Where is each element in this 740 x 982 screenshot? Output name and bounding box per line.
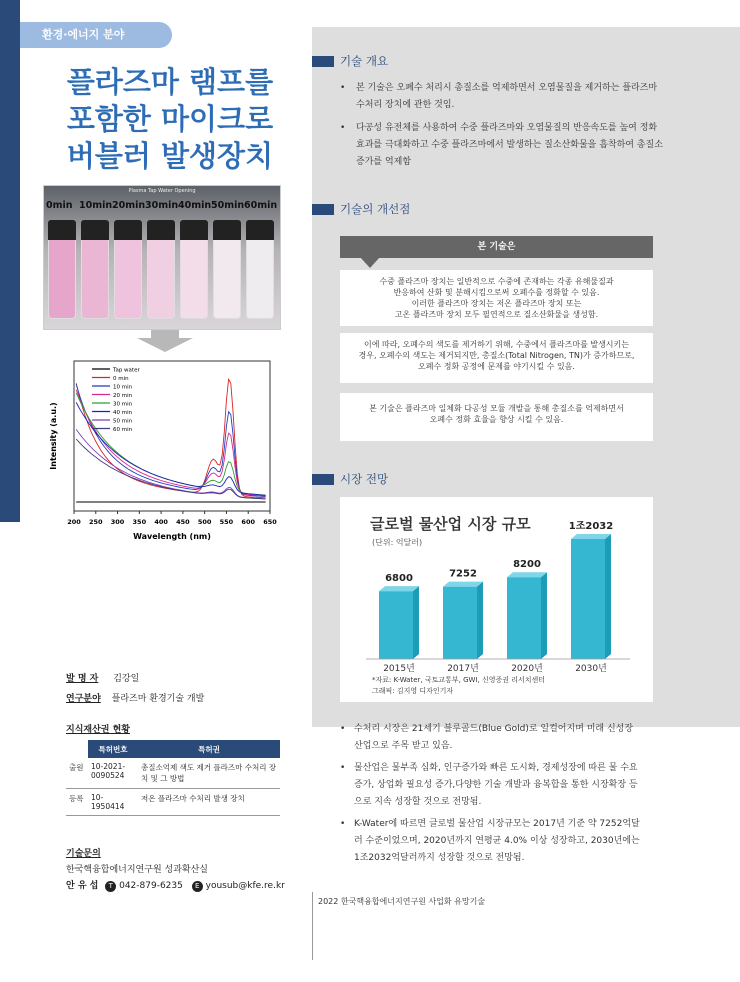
bar-top: [507, 572, 547, 577]
row-number: 10-2021-0090524: [88, 758, 138, 789]
overview-list: [340, 80, 665, 171]
bar-value-label: 8200: [513, 559, 541, 571]
vial: [213, 220, 241, 320]
improvement-box-2: 이에 따라, 오폐수의 색도를 제거하기 위해, 수중에서 플라즈마를 발생시키는 경우, 오폐수의 색도는 제거되지만, 총질소(Total Nitrogen, TN)가 증가하므로, 오폐수 정화 공정에 문제를 야기시킬 수 있음.: [340, 333, 653, 383]
improvement-heading: 기술의 개선점: [312, 201, 410, 217]
legend-label: 40 min: [113, 410, 133, 416]
contact-label: 기술문의: [66, 849, 101, 859]
inventor-row: [66, 671, 139, 684]
category-tag: 환경·에너지 분야: [20, 22, 172, 48]
legend-label: 10 min: [113, 384, 133, 391]
list-item: • 수처리 시장은 21세기 블루골드(Blue Gold)로 일컬어지며 미래 신성장 산업으로 주목 받고 있음.: [340, 724, 634, 751]
legend-label: 0 min: [113, 376, 129, 382]
overview-heading: 기술 개요: [312, 53, 388, 69]
row-status: 등록: [66, 789, 88, 816]
x-tick-label: 250: [88, 518, 103, 526]
x-tick-label: 400: [154, 518, 168, 526]
bar-value-label: 7252: [449, 568, 477, 580]
vial-time-label: 60min: [244, 200, 278, 211]
improvement-bar: 본 기술은: [340, 236, 653, 258]
row-status: 출원: [66, 758, 88, 789]
chart-subtitle: (단위: 억달러): [372, 538, 423, 547]
pointer-icon: [360, 257, 380, 269]
bar-top: [443, 582, 483, 587]
improvement-box-1: 수중 플라즈마 장치는 일반적으로 수중에 존재하는 각종 유해물질과 반응하여 산화 및 분해시킴으로써 오폐수를 정화할 수 있음. 이러한 플라즈마 장치는 저온 플라즈마 장치 또는 고온 플라즈마 장치 모두 필연적으로 질소산화물을 생성함.: [340, 270, 653, 326]
contact-person: 안 유 섭: [66, 881, 99, 891]
category-label: 2015년: [383, 664, 415, 674]
field-row: [66, 691, 204, 704]
bar-value-label: 6800: [385, 573, 413, 585]
list-item: • K-Water에 따르면 글로벌 물산업 시장규모는 2017년 기준 약 7252억달러 수준이었으며, 2020년까지 연평균 4.0% 이상 성장하고, 2030년에는 1조2032억달러까지 성장할 것으로 전망됨.: [340, 819, 640, 863]
x-tick-label: 500: [197, 518, 212, 526]
bar-top: [571, 534, 611, 539]
bar-value-label: 1조2032: [568, 521, 614, 532]
left-accent-bar: [0, 0, 20, 522]
list-item: • 다공성 유전체를 사용하여 수중 플라즈마와 오염물질의 반응속도를 높여 정화 효과를 극대화하고 수중 플라즈마에서 발생하는 질소산화물을 흡착하여 총질소 증가를 억제함: [340, 123, 663, 167]
vial: [114, 220, 142, 320]
contact-line: [66, 878, 285, 892]
col-header-number: 특허번호: [88, 740, 138, 758]
legend-label: 20 min: [113, 393, 133, 399]
inventor-name: 김강일: [113, 674, 140, 684]
bar-side: [541, 572, 547, 659]
spectrum-chart: [44, 355, 280, 550]
bar: [571, 539, 605, 659]
legend-label: Tap water: [113, 367, 140, 374]
x-tick-label: 350: [132, 518, 147, 526]
table-row: [66, 758, 280, 789]
improvement-box-3: 본 기술은 플라즈마 일체화 다공성 모듈 개발을 통해 총질소를 억제하면서 오폐수 정화 효율을 향상 시킬 수 있음.: [340, 393, 653, 441]
category-label: 2020년: [511, 664, 543, 674]
row-title: 저온 플라즈마 수처리 발생 장치: [138, 789, 280, 816]
category-label: 2017년: [447, 664, 479, 674]
market-list: [340, 721, 640, 867]
vial: [147, 220, 175, 320]
title-line-1: 플라즈마 램프를: [66, 65, 274, 99]
email-icon: E: [192, 881, 203, 892]
bar-top: [379, 586, 419, 591]
row-number: 10-1950414: [88, 789, 138, 816]
footer-divider: [312, 892, 313, 960]
vial: [81, 220, 109, 320]
table-row: [66, 789, 280, 816]
vial-time-label: 30min: [145, 200, 179, 211]
category-label: 2030년: [575, 664, 607, 674]
x-tick-label: 300: [110, 518, 125, 526]
phone-icon: T: [105, 881, 116, 892]
footer-text: 2022 한국핵융합에너지연구원 사업화 유망기술: [318, 897, 486, 906]
contact-org: 한국핵융합에너지연구원 성과확산실: [66, 865, 208, 875]
vial: [246, 220, 274, 320]
contact-email[interactable]: yousub@kfe.re.kr: [205, 881, 285, 891]
legend-label: 30 min: [113, 401, 133, 408]
bar: [379, 591, 413, 659]
list-item: • 물산업은 물부족 심화, 인구증가와 빠른 도시화, 경제성장에 따른 물 수요 증가, 상업화 필요성 증가,다양한 기술 개발과 융복합을 통한 시장확장 등으로 지속 성장할 것으로 전망됨.: [340, 763, 638, 807]
bar: [443, 587, 477, 659]
patent-table: [66, 740, 280, 816]
market-heading: 시장 전망: [312, 471, 388, 487]
bar-side: [605, 534, 611, 659]
field-value: 플라즈마 환경기술 개발: [111, 694, 205, 704]
x-axis-label: Wavelength (nm): [133, 532, 211, 541]
field-label: 연구분야: [66, 694, 101, 704]
chart-source: *자료: K-Water, 국토교통부, GWI, 신영증권 리서치센터: [372, 676, 546, 684]
bar-side: [413, 586, 419, 659]
legend-label: 60 min: [113, 427, 133, 433]
vial: [180, 220, 208, 320]
chart-graphic-credit: 그래픽: 김지영 디자인기자: [372, 687, 454, 695]
inventor-label: 발 명 자: [66, 674, 99, 684]
legend-label: 50 min: [113, 418, 133, 425]
x-tick-label: 650: [263, 518, 277, 526]
title-line-2: 포함한 마이크로: [66, 102, 274, 136]
x-tick-label: 550: [219, 518, 234, 526]
chart-title: 글로벌 물산업 시장 규모: [370, 515, 531, 533]
market-chart: [340, 497, 653, 702]
vial-time-label: 40min: [178, 200, 212, 211]
list-item: • 본 기술은 오폐수 처리시 총질소를 억제하면서 오염물질을 제거하는 플라즈마 수처리 장치에 관한 것임.: [340, 83, 658, 110]
y-axis-label: Intensity (a.u.): [49, 402, 58, 470]
contact-phone[interactable]: 042-879-6235: [119, 881, 183, 891]
title-line-3: 버블러 발생장치: [66, 139, 274, 173]
vial-time-label: 0min: [46, 200, 73, 211]
vial-time-label: 50min: [211, 200, 245, 211]
bar-side: [477, 582, 483, 659]
x-tick-label: 200: [67, 518, 81, 526]
x-tick-label: 600: [241, 518, 256, 526]
x-tick-label: 450: [176, 518, 190, 526]
vial-time-label: 10min: [79, 200, 113, 211]
photo-header: Plasma Tap Water Opening: [128, 188, 196, 194]
col-header-title: 특허권: [138, 740, 280, 758]
page-title: [40, 64, 300, 175]
ip-label: 지식재산권 현황: [66, 725, 130, 735]
row-title: 총질소억제 색도 제거 플라즈마 수처리 장치 및 그 방법: [138, 758, 280, 789]
bar: [507, 577, 541, 659]
vial-time-label: 20min: [112, 200, 146, 211]
vial: [48, 220, 76, 320]
sample-vials-photo: [43, 185, 281, 330]
down-arrow-icon: [137, 330, 193, 352]
